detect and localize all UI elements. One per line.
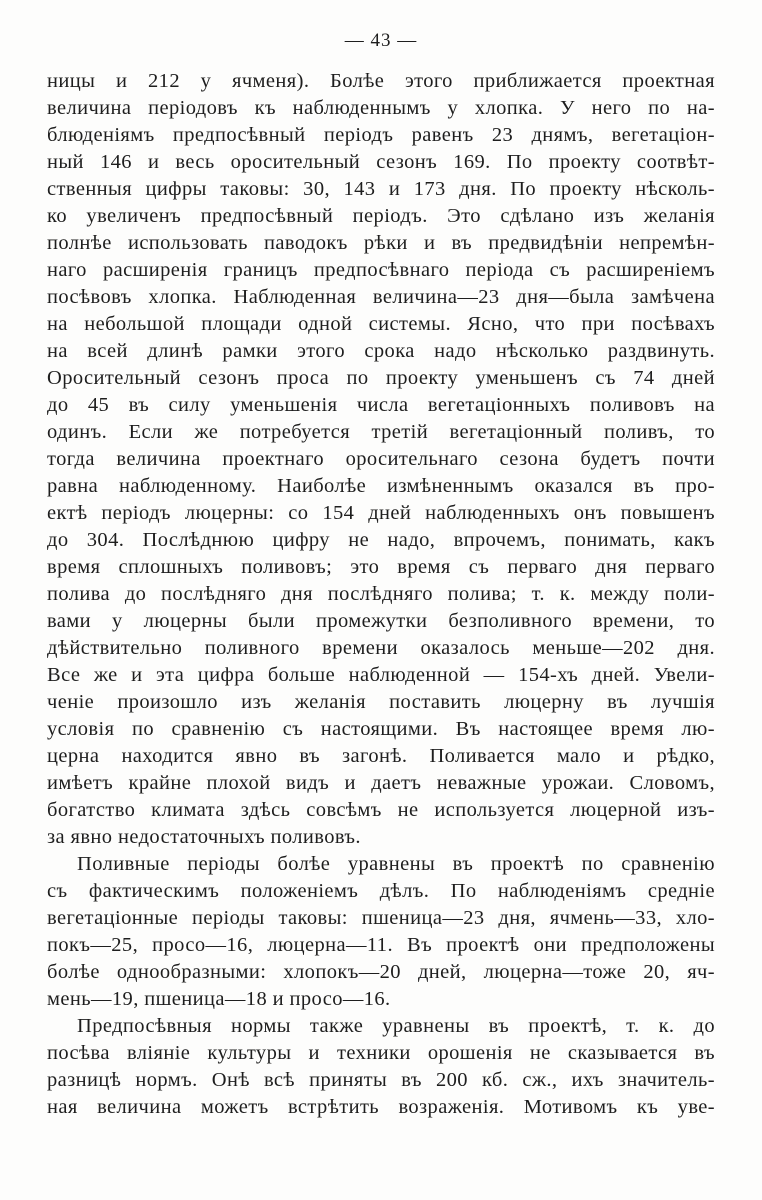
text-line: Предпосѣвныя нормы также уравнены въ проектѣ, т. к. до <box>77 1015 715 1037</box>
text-line: величина періодовъ къ наблюденнымъ у хлопка. У него по на- <box>47 97 715 119</box>
text-line: Оросительный сезонъ проса по проекту уменьшенъ съ 74 дней <box>47 367 715 389</box>
page-number: — 43 — <box>344 30 418 51</box>
text-line: посѣва вліяніе культуры и техники орошенія не сказывается въ <box>47 1042 715 1064</box>
text-line: покъ—25, просо—16, люцерна—11. Въ проектѣ они предположены <box>47 934 715 956</box>
text-line: вегетаціонные періоды таковы: пшеница—23 дня, ячмень—33, хло- <box>47 907 715 929</box>
text-line: церна находится явно въ загонѣ. Поливается мало и рѣдко, <box>47 745 715 767</box>
text-line: одинъ. Если же потребуется третій вегетаціонный поливъ, то <box>47 421 715 443</box>
page-body-text <box>47 68 715 1121</box>
text-line: разницѣ нормъ. Онѣ всѣ приняты въ 200 кб. сж., ихъ значитель- <box>47 1069 715 1091</box>
text-line: блюденіямъ предпосѣвный періодъ равенъ 23 днямъ, вегетаціон- <box>47 124 715 146</box>
text-line: ственныя цифры таковы: 30, 143 и 173 дня. По проекту нѣсколь- <box>47 178 715 200</box>
text-line: ченіе произошло изъ желанія поставить люцерну въ лучшія <box>47 691 715 713</box>
text-line: посѣвовъ хлопка. Наблюденная величина—23 дня—была замѣчена <box>47 286 715 308</box>
text-line: полнѣе использовать паводокъ рѣки и въ предвидѣніи непремѣн- <box>47 232 715 254</box>
text-line: ектѣ періодъ люцерны: со 154 дней наблюденныхъ онъ повышенъ <box>47 502 715 524</box>
text-line: до 304. Послѣднюю цифру не надо, впрочемъ, понимать, какъ <box>47 529 715 551</box>
text-line: время сплошныхъ поливовъ; это время съ перваго дня перваго <box>47 556 715 578</box>
text-line: ницы и 212 у ячменя). Болѣе этого приближается проектная <box>47 70 715 92</box>
text-line: условія по сравненію съ настоящими. Въ настоящее время лю- <box>47 718 715 740</box>
text-line: вами у люцерны были промежутки безполивного времени, то <box>47 610 715 632</box>
text-line: до 45 въ силу уменьшенія числа вегетаціонныхъ поливовъ на <box>47 394 715 416</box>
text-line: наго расширенія границъ предпосѣвнаго періода съ расширеніемъ <box>47 259 715 281</box>
text-line: равна наблюденному. Наиболѣе измѣненнымъ оказался въ про- <box>47 475 715 497</box>
text-line: за явно недостаточныхъ поливовъ. <box>47 826 361 848</box>
text-line: мень—19, пшеница—18 и просо—16. <box>47 988 391 1010</box>
text-line: ко увеличенъ предпосѣвный періодъ. Это сдѣлано изъ желанія <box>47 205 715 227</box>
text-line: тогда величина проектнаго оросительнаго сезона будетъ почти <box>47 448 715 470</box>
text-line: на небольшой площади одной системы. Ясно, что при посѣвахъ <box>47 313 715 335</box>
text-line: ная величина можетъ встрѣтить возраженія. Мотивомъ къ уве- <box>47 1096 715 1118</box>
text-line: полива до послѣдняго дня послѣдняго полива; т. к. между поли- <box>47 583 715 605</box>
text-line: болѣе однообразными: хлопокъ—20 дней, люцерна—тоже 20, яч- <box>47 961 715 983</box>
text-line: на всей длинѣ рамки этого срока надо нѣсколько раздвинуть. <box>47 340 715 362</box>
text-line: имѣетъ крайне плохой видъ и даетъ неважные урожаи. Словомъ, <box>47 772 715 794</box>
text-line: съ фактическимъ положеніемъ дѣлъ. По наблюденіямъ средніе <box>47 880 715 902</box>
text-line: Все же и эта цифра больше наблюденной — 154-хъ дней. Увели- <box>47 664 715 686</box>
text-line: дѣйствительно поливного времени оказалось меньше—202 дня. <box>47 637 715 659</box>
text-line: Поливные періоды болѣе уравнены въ проектѣ по сравненію <box>77 853 715 875</box>
text-line: богатство климата здѣсь совсѣмъ не используется люцерной изъ- <box>47 799 715 821</box>
text-line: ный 146 и весь оросительный сезонъ 169. По проекту соотвѣт- <box>47 151 715 173</box>
